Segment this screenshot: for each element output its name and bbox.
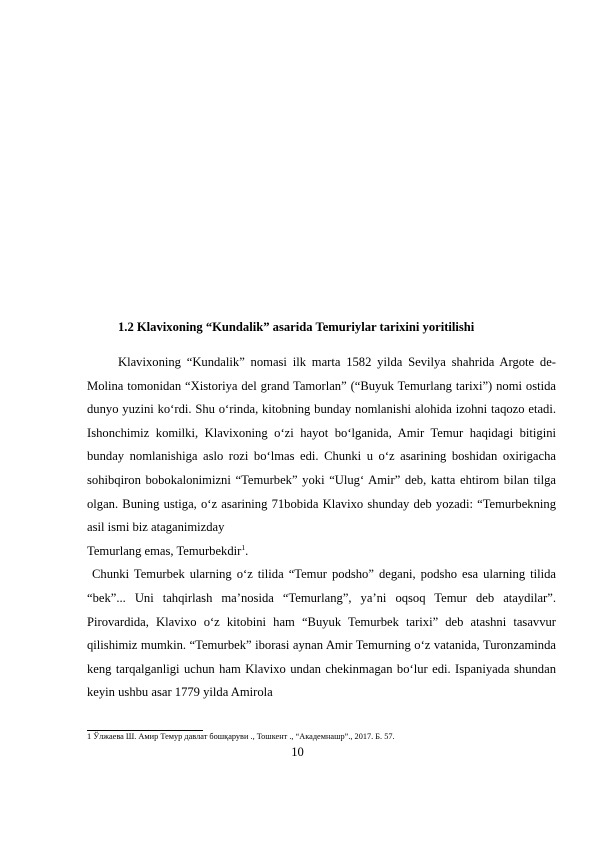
- page-number: 10: [291, 745, 304, 759]
- body-text: [87, 351, 560, 705]
- footnote-reference[interactable]: 1: [241, 542, 246, 552]
- paragraph-2-tail: .: [245, 543, 249, 558]
- section-heading: 1.2 Klavixoning “Kundalik” asarida Temuriylar tarixini yoritilishi: [118, 320, 475, 334]
- footnote: 1 Ўлжаева Ш. Амир Темур давлат бошқаруви ., Тошкент ., “Академнашр”., 2017. Б. 57.: [87, 732, 395, 741]
- paragraph-2-text: Temurlang emas, Temurbekdir: [87, 543, 242, 558]
- paragraph-3: Chunki Temurbek ularning o‘z tilida “Temur podsho” degani, podsho esa ularning tilida “bek”... Uni tahqirlash ma’nosida “Temurlang”, ya’ni oqsoq Temur deb ataydilar”. Pirovardida, Klavixo o‘z kitobini ham “Buyuk Temurbek tarixi” deb atashni tasavvur qilishimiz mumkin. “Temurbek” iborasi aynan Amir Temurning o‘z vatanida, Turonzaminda keng tarqalganligi uchun ham Klavixo undan chekinmagan bo‘lur edi. Ispaniyada shundan keyin ushbu asar 1779 yilda Amirola: [87, 567, 560, 700]
- paragraph-1: Klavixoning “Kundalik” nomasi ilk marta 1582 yilda Sevilya shahrida Argote de-Molina tomonidan “Xistoriya del grand Tamorlan” (“Buyuk Temurlang tarixi”) nomi ostida dunyo yuzini ko‘rdi. Shu o‘rinda, kitobning bunday nomlanishi alohida izohni taqozo etadi. Ishonchimiz komilki, Klavixoning o‘zi hayot bo‘lganida, Amir Temur haqidagi bitigini bunday nomlanishiga aslo rozi bo‘lmas edi. Chunki u o‘z asarining boshidan oxirigacha sohibqiron bobokalonimizni “Temurbek” yoki “Ulug‘ Amir” deb, katta ehtirom bilan tilga olgan. Buning ustiga, o‘z asarining 71bobida Klavixo shunday deb yozadi: “Temurbekning asil ismi biz ataganimizday: [87, 355, 556, 535]
- paragraph-2: [87, 540, 556, 564]
